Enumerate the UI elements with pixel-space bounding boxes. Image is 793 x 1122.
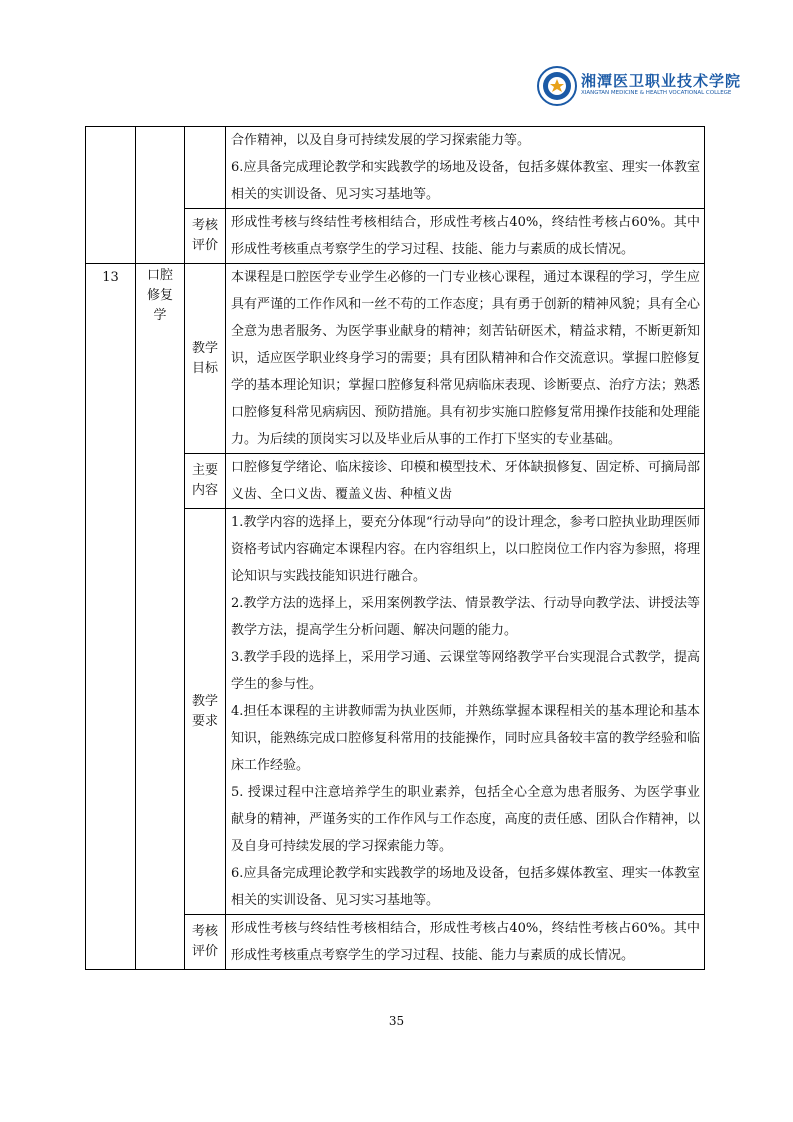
requirement-item: 6.应具备完成理论教学和实践教学的场地及设备，包括多媒体教室、理实一体教室相关的实训设备、见习实习基地等。 <box>231 160 700 202</box>
requirement-item: 2.教学方法的选择上，采用案例教学法、情景教学法、行动导向教学法、讲授法等教学方法，提高学生分析问题、解决问题的能力。 <box>231 596 700 638</box>
content-text: 口腔修复学绪论、临床接诊、印模和模型技术、牙体缺损修复、固定桥、可摘局部义齿、全口义齿、覆盖义齿、种植义齿 <box>226 454 705 509</box>
requirement-item: 6.应具备完成理论教学和实践教学的场地及设备，包括多媒体教室、理实一体教室相关的实训设备、见习实习基地等。 <box>231 866 700 908</box>
goal-label: 教学目标 <box>191 340 218 376</box>
requirement-item: 5. 授课过程中注意培养学生的职业素养，包括全心全意为患者服务、为医学事业献身的精神，严谨务实的工作作风与工作态度，高度的责任感、团队合作精神，以及自身可持续发展的学习探索能力等。 <box>231 785 700 854</box>
goal-text: 本课程是口腔医学专业学生必修的一门专业核心课程，通过本课程的学习，学生应具有严谨的工作作风和一丝不苟的工作态度；具有勇于创新的精神风貌；具有全心全意为患者服务、为医学事业献身的精神；刻苦钻研医术，精益求精，不断更新知识，适应医学职业终身学习的需要；具有团队精神和合作交流意识。掌握口腔修复学的基本理论知识；掌握口腔修复科常见病临床表现、诊断要点、治疗方法；熟悉口腔修复科常见病病因、预防措施。具有初步实施口腔修复常用操作技能和处理能力。为后续的顶岗实习以及毕业后从事的工作打下坚实的专业基础。 <box>226 264 705 454</box>
content-label: 主要内容 <box>191 463 218 498</box>
requirements-list <box>226 509 705 915</box>
page-number: 35 <box>388 1014 405 1028</box>
table-row <box>86 264 705 454</box>
assessment-label: 考核评价 <box>191 924 218 959</box>
school-logo <box>537 66 742 110</box>
assessment-text: 形成性考核与终结性考核相结合，形成性考核占40%，终结性考核占60%。其中形成性考核重点考察学生的学习过程、技能、能力与素质的成长情况。 <box>226 915 705 970</box>
requirement-item: 3.教学手段的选择上，采用学习通、云课堂等网络教学平台实现混合式教学，提高学生的参与性。 <box>231 650 700 692</box>
course-name: 口腔修复学 <box>146 268 173 323</box>
requirement-item: 合作精神，以及自身可持续发展的学习探索能力等。 <box>231 133 531 148</box>
school-name-en: XIANGTAN MEDICINE & HEALTH VOCATIONAL COLLEGE <box>581 90 732 96</box>
requirement-item: 4.担任本课程的主讲教师需为执业医师，并熟练掌握本课程相关的基本理论和基本知识，能熟练完成口腔修复科常用的技能操作，同时应具备较丰富的教学经验和临床工作经验。 <box>231 704 700 773</box>
assessment-text: 形成性考核与终结性考核相结合，形成性考核占40%，终结性考核占60%。其中形成性考核重点考察学生的学习过程、技能、能力与素质的成长情况。 <box>226 209 705 264</box>
school-seal-icon <box>537 66 577 106</box>
teaching-requirements-continued <box>226 127 705 209</box>
course-index: 13 <box>86 264 136 970</box>
table-row <box>86 127 705 209</box>
curriculum-table <box>85 126 705 970</box>
requirements-label: 教学要求 <box>191 693 218 729</box>
requirement-item: 1.教学内容的选择上，要充分体现“行动导向”的设计理念，参考口腔执业助理医师资格考试内容确定本课程内容。在内容组织上，以口腔岗位工作内容为参照，将理论知识与实践技能知识进行融合。 <box>231 515 700 584</box>
assessment-label: 考核评价 <box>191 218 218 253</box>
school-name: 湘潭医卫职业技术学院 <box>581 72 742 90</box>
